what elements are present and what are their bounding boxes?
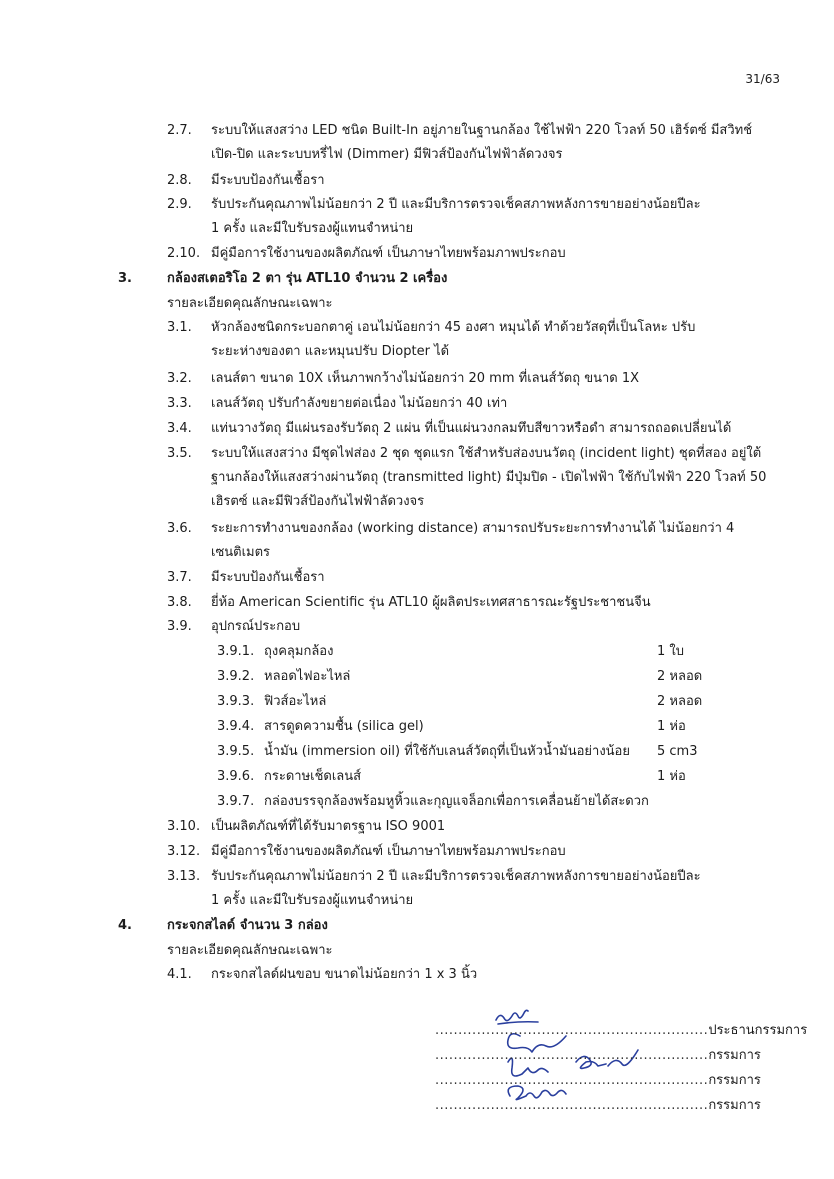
item-number: 2.10. <box>167 246 201 261</box>
item-text: หัวกล้องชนิดกระบอกตาคู่ เอนไม่น้อยกว่า 45 องศา หมุนได้ ทำด้วยวัสดุที่เป็นโลหะ ปรับ <box>211 320 696 335</box>
item-text: 1 ครั้ง และมีใบรับรองผู้แทนจำหน่าย <box>211 221 414 236</box>
item-text: เฮิรตซ์ และมีฟิวส์ป้องกันไฟฟ้าลัดวงจร <box>211 494 425 509</box>
item-text: ยี่ห้อ American Scientific รุ่น ATL10 ผู้ผลิตประเทศสาธารณะรัฐประชาชนจีน <box>211 595 651 610</box>
item-text: กระจกสไลด์ จำนวน 3 กล่อง <box>167 918 328 933</box>
item-number: 3.12. <box>167 844 201 859</box>
item-number: 3.1. <box>167 320 192 335</box>
item-quantity: 5 cm3 <box>657 744 698 759</box>
item-text: หลอดไฟอะไหล่ <box>264 669 351 684</box>
item-text: ฐานกล้องให้แสงสว่างผ่านวัตถุ (transmitted light) มีปุ่มปิด - เปิดไฟฟ้า ใช้กับไฟฟ้า 220 โวลท์ 50 <box>211 470 767 485</box>
item-number: 2.7. <box>167 123 192 138</box>
item-text: กล่องบรรจุกล้องพร้อมหูหิ้วและกุญแจล็อกเพื่อการเคลื่อนย้ายได้สะดวก <box>264 794 649 809</box>
item-number: 3.9.1. <box>217 644 255 659</box>
signature-role: กรรมการ <box>708 1073 761 1088</box>
item-text: มีคู่มือการใช้งานของผลิตภัณฑ์ เป็นภาษาไทยพร้อมภาพประกอบ <box>211 844 566 859</box>
signature-chairman <box>435 1022 807 1040</box>
signature-member-1 <box>435 1047 761 1065</box>
item-number: 3.5. <box>167 446 192 461</box>
item-number: 3.13. <box>167 869 201 884</box>
item-number: 3.9.2. <box>217 669 255 684</box>
item-text: ระยะการทำงานของกล้อง (working distance) สามารถปรับระยะการทำงานได้ ไม่น้อยกว่า 4 <box>211 521 735 536</box>
item-text: สารดูดความชื้น (silica gel) <box>264 719 424 734</box>
item-text: กระดาษเช็ดเลนส์ <box>264 769 362 784</box>
signature-line: ........................................................... <box>435 1048 709 1063</box>
signature-line: ........................................................... <box>435 1098 709 1113</box>
item-text: น้ำมัน (immersion oil) ที่ใช้กับเลนส์วัตถุที่เป็นหัวน้ำมันอย่างน้อย <box>264 744 630 759</box>
item-quantity: 1 ใบ <box>657 644 685 659</box>
item-number: 3.6. <box>167 521 192 536</box>
item-number: 3.9.4. <box>217 719 255 734</box>
item-text: ระบบให้แสงสว่าง มีชุดไฟส่อง 2 ชุด ชุดแรก ใช้สำหรับส่องบนวัตถุ (incident light) ชุดที่สอง อยู่ใต้ <box>211 446 762 461</box>
item-number: 4.1. <box>167 967 192 982</box>
item-number: 3. <box>118 271 132 286</box>
item-text: 1 ครั้ง และมีใบรับรองผู้แทนจำหน่าย <box>211 893 414 908</box>
item-text: มีระบบป้องกันเชื้อรา <box>211 570 325 585</box>
item-text: อุปกรณ์ประกอบ <box>211 619 301 634</box>
item-quantity: 2 หลอด <box>657 669 703 684</box>
item-text: เป็นผลิตภัณฑ์ที่ได้รับมาตรฐาน ISO 9001 <box>211 819 446 834</box>
item-text: เซนติเมตร <box>211 545 271 560</box>
item-number: 3.3. <box>167 396 192 411</box>
item-number: 3.9.3. <box>217 694 255 709</box>
signature-member-3 <box>435 1097 761 1115</box>
item-text: เปิด-ปิด และระบบหรี่ไฟ (Dimmer) มีฟิวส์ป้องกันไฟฟ้าลัดวงจร <box>211 147 563 162</box>
item-text: ฟิวส์อะไหล่ <box>264 694 327 709</box>
item-number: 2.8. <box>167 173 192 188</box>
item-number: 3.10. <box>167 819 201 834</box>
item-number: 3.4. <box>167 421 192 436</box>
item-text: รับประกันคุณภาพไม่น้อยกว่า 2 ปี และมีบริการตรวจเช็คสภาพหลังการขายอย่างน้อยปีละ <box>211 869 701 884</box>
signature-line: ........................................................... <box>435 1073 709 1088</box>
signature-role: กรรมการ <box>708 1098 761 1113</box>
item-text: กระจกสไลด์ฝนขอบ ขนาดไม่น้อยกว่า 1 x 3 นิ้ว <box>211 967 478 982</box>
item-text: รับประกันคุณภาพไม่น้อยกว่า 2 ปี และมีบริการตรวจเช็คสภาพหลังการขายอย่างน้อยปีละ <box>211 197 701 212</box>
item-number: 3.2. <box>167 371 192 386</box>
item-quantity: 1 ห่อ <box>657 719 686 734</box>
item-number: 3.8. <box>167 595 192 610</box>
signature-role: กรรมการ <box>708 1048 761 1063</box>
page-number: 31/63 <box>745 72 780 86</box>
item-number: 3.9.5. <box>217 744 255 759</box>
item-text: มีระบบป้องกันเชื้อรา <box>211 173 325 188</box>
item-text: ถุงคลุมกล้อง <box>264 644 334 659</box>
item-number: 4. <box>118 918 132 933</box>
item-text: ระบบให้แสงสว่าง LED ชนิด Built-In อยู่ภายในฐานกล้อง ใช้ไฟฟ้า 220 โวลท์ 50 เฮิร์ตซ์ มีสวิทช์ <box>211 123 753 138</box>
signature-member-2 <box>435 1072 761 1090</box>
item-text: เลนส์วัตถุ ปรับกำลังขยายต่อเนื่อง ไม่น้อยกว่า 40 เท่า <box>211 396 508 411</box>
item-text: กล้องสเตอริโอ 2 ตา รุ่น ATL10 จำนวน 2 เครื่อง <box>167 271 448 286</box>
item-quantity: 2 หลอด <box>657 694 703 709</box>
item-text: มีคู่มือการใช้งานของผลิตภัณฑ์ เป็นภาษาไทยพร้อมภาพประกอบ <box>211 246 566 261</box>
item-number: 3.9.6. <box>217 769 255 784</box>
item-text: เลนส์ตา ขนาด 10X เห็นภาพกว้างไม่น้อยกว่า 20 mm ที่เลนส์วัตถุ ขนาด 1X <box>211 371 640 386</box>
signature-role: ประธานกรรมการ <box>708 1023 808 1038</box>
item-number: 3.9.7. <box>217 794 255 809</box>
item-text: รายละเอียดคุณลักษณะเฉพาะ <box>167 296 333 311</box>
item-number: 3.9. <box>167 619 192 634</box>
item-number: 2.9. <box>167 197 192 212</box>
item-text: แท่นวางวัตถุ มีแผ่นรองรับวัตถุ 2 แผ่น ที่เป็นแผ่นวงกลมทึบสีขาวหรือดำ สามารถถอดเปลี่ยนได้ <box>211 421 732 436</box>
signature-line: ........................................................... <box>435 1023 709 1038</box>
item-text: รายละเอียดคุณลักษณะเฉพาะ <box>167 943 333 958</box>
item-number: 3.7. <box>167 570 192 585</box>
item-quantity: 1 ห่อ <box>657 769 686 784</box>
item-text: ระยะห่างของตา และหมุนปรับ Diopter ได้ <box>211 344 450 359</box>
